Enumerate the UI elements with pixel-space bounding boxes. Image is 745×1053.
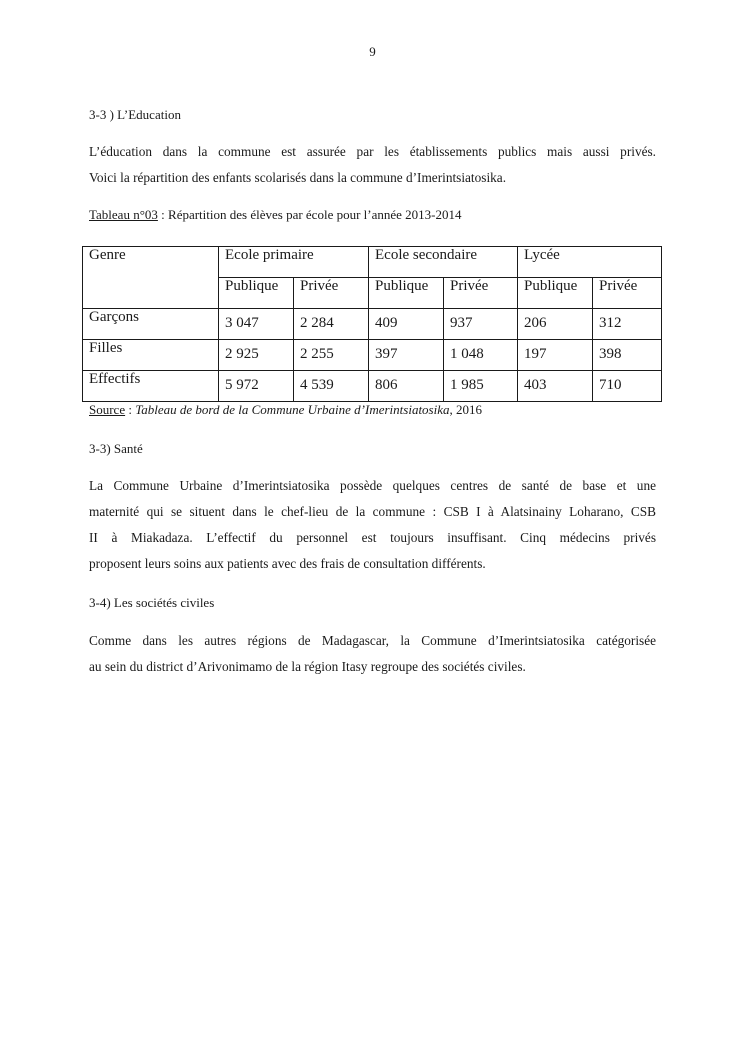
row-label: Effectifs — [83, 371, 219, 402]
paragraph-line: Comme dans les autres régions de Madagascar, la Commune d’Imerintsiatosika catégorisée — [89, 633, 656, 648]
paragraph-line: proposent leurs soins aux patients avec des frais de consultation différents. — [89, 556, 486, 571]
table-header-row — [83, 247, 662, 278]
societes-paragraph — [89, 628, 656, 680]
table-cell: 197 — [518, 340, 593, 371]
sante-heading: 3-3) Santé — [89, 441, 143, 456]
paragraph-line: L’éducation dans la commune est assurée par les établissements publics mais aussi privés. — [89, 144, 656, 159]
subheader-cell: Privée — [294, 278, 369, 309]
paragraph-line: Voici la répartition des enfants scolarisés dans la commune d’Imerintsiatosika. — [89, 170, 507, 185]
table-cell: 2 925 — [219, 340, 294, 371]
table-cell: 206 — [518, 309, 593, 340]
subheader-cell: Privée — [593, 278, 662, 309]
table-cell: 806 — [369, 371, 444, 402]
societes-heading: 3-4) Les sociétés civiles — [89, 595, 215, 610]
table-cell: 937 — [444, 309, 518, 340]
education-paragraph — [89, 139, 656, 191]
table-cell: 4 539 — [294, 371, 369, 402]
table-caption — [89, 207, 462, 223]
table-cell: 397 — [369, 340, 444, 371]
subheader-cell: Publique — [369, 278, 444, 309]
source-year: , 2016 — [449, 402, 483, 417]
table-row — [83, 371, 662, 402]
source-title: Tableau de bord de la Commune Urbaine d’Imerintsiatosika — [135, 402, 450, 417]
subheader-cell: Privée — [444, 278, 518, 309]
page-number: 9 — [369, 44, 376, 59]
table-cell: 1 048 — [444, 340, 518, 371]
source-separator: : — [125, 402, 136, 417]
table-cell: 398 — [593, 340, 662, 371]
table-cell: 409 — [369, 309, 444, 340]
education-heading: 3-3 ) L’Education — [89, 107, 181, 122]
group-header: Ecole secondaire — [369, 247, 518, 278]
row-label: Garçons — [83, 309, 219, 340]
subheader-cell: Publique — [219, 278, 294, 309]
paragraph-line: II à Miakadaza. L’effectif du personnel est toujours insuffisant. Cinq médecins privés — [89, 530, 656, 545]
subheader-cell: Publique — [518, 278, 593, 309]
group-header: Lycée — [518, 247, 662, 278]
table-caption-label: Tableau n°03 — [89, 207, 158, 222]
table-cell: 312 — [593, 309, 662, 340]
table-cell: 710 — [593, 371, 662, 402]
table-cell: 1 985 — [444, 371, 518, 402]
table-cell: 403 — [518, 371, 593, 402]
group-header: Ecole primaire — [219, 247, 369, 278]
sante-paragraph — [89, 473, 656, 577]
table-cell: 5 972 — [219, 371, 294, 402]
paragraph-line: au sein du district d’Arivonimamo de la région Itasy regroupe des sociétés civiles. — [89, 659, 526, 674]
table-row — [83, 340, 662, 371]
table-cell: 3 047 — [219, 309, 294, 340]
genre-header: Genre — [83, 247, 219, 309]
row-label: Filles — [83, 340, 219, 371]
enrollment-table — [82, 246, 662, 402]
table-caption-text: : Répartition des élèves par école pour l’année 2013-2014 — [157, 207, 462, 222]
table-row — [83, 309, 662, 340]
table-cell: 2 255 — [294, 340, 369, 371]
table-cell: 2 284 — [294, 309, 369, 340]
source-label: Source — [89, 402, 126, 417]
table-source — [89, 402, 482, 418]
paragraph-line: maternité qui se situent dans le chef-lieu de la commune : CSB I à Alatsinainy Loharano, CSB — [89, 504, 656, 519]
paragraph-line: La Commune Urbaine d’Imerintsiatosika possède quelques centres de santé de base et une — [89, 478, 656, 493]
